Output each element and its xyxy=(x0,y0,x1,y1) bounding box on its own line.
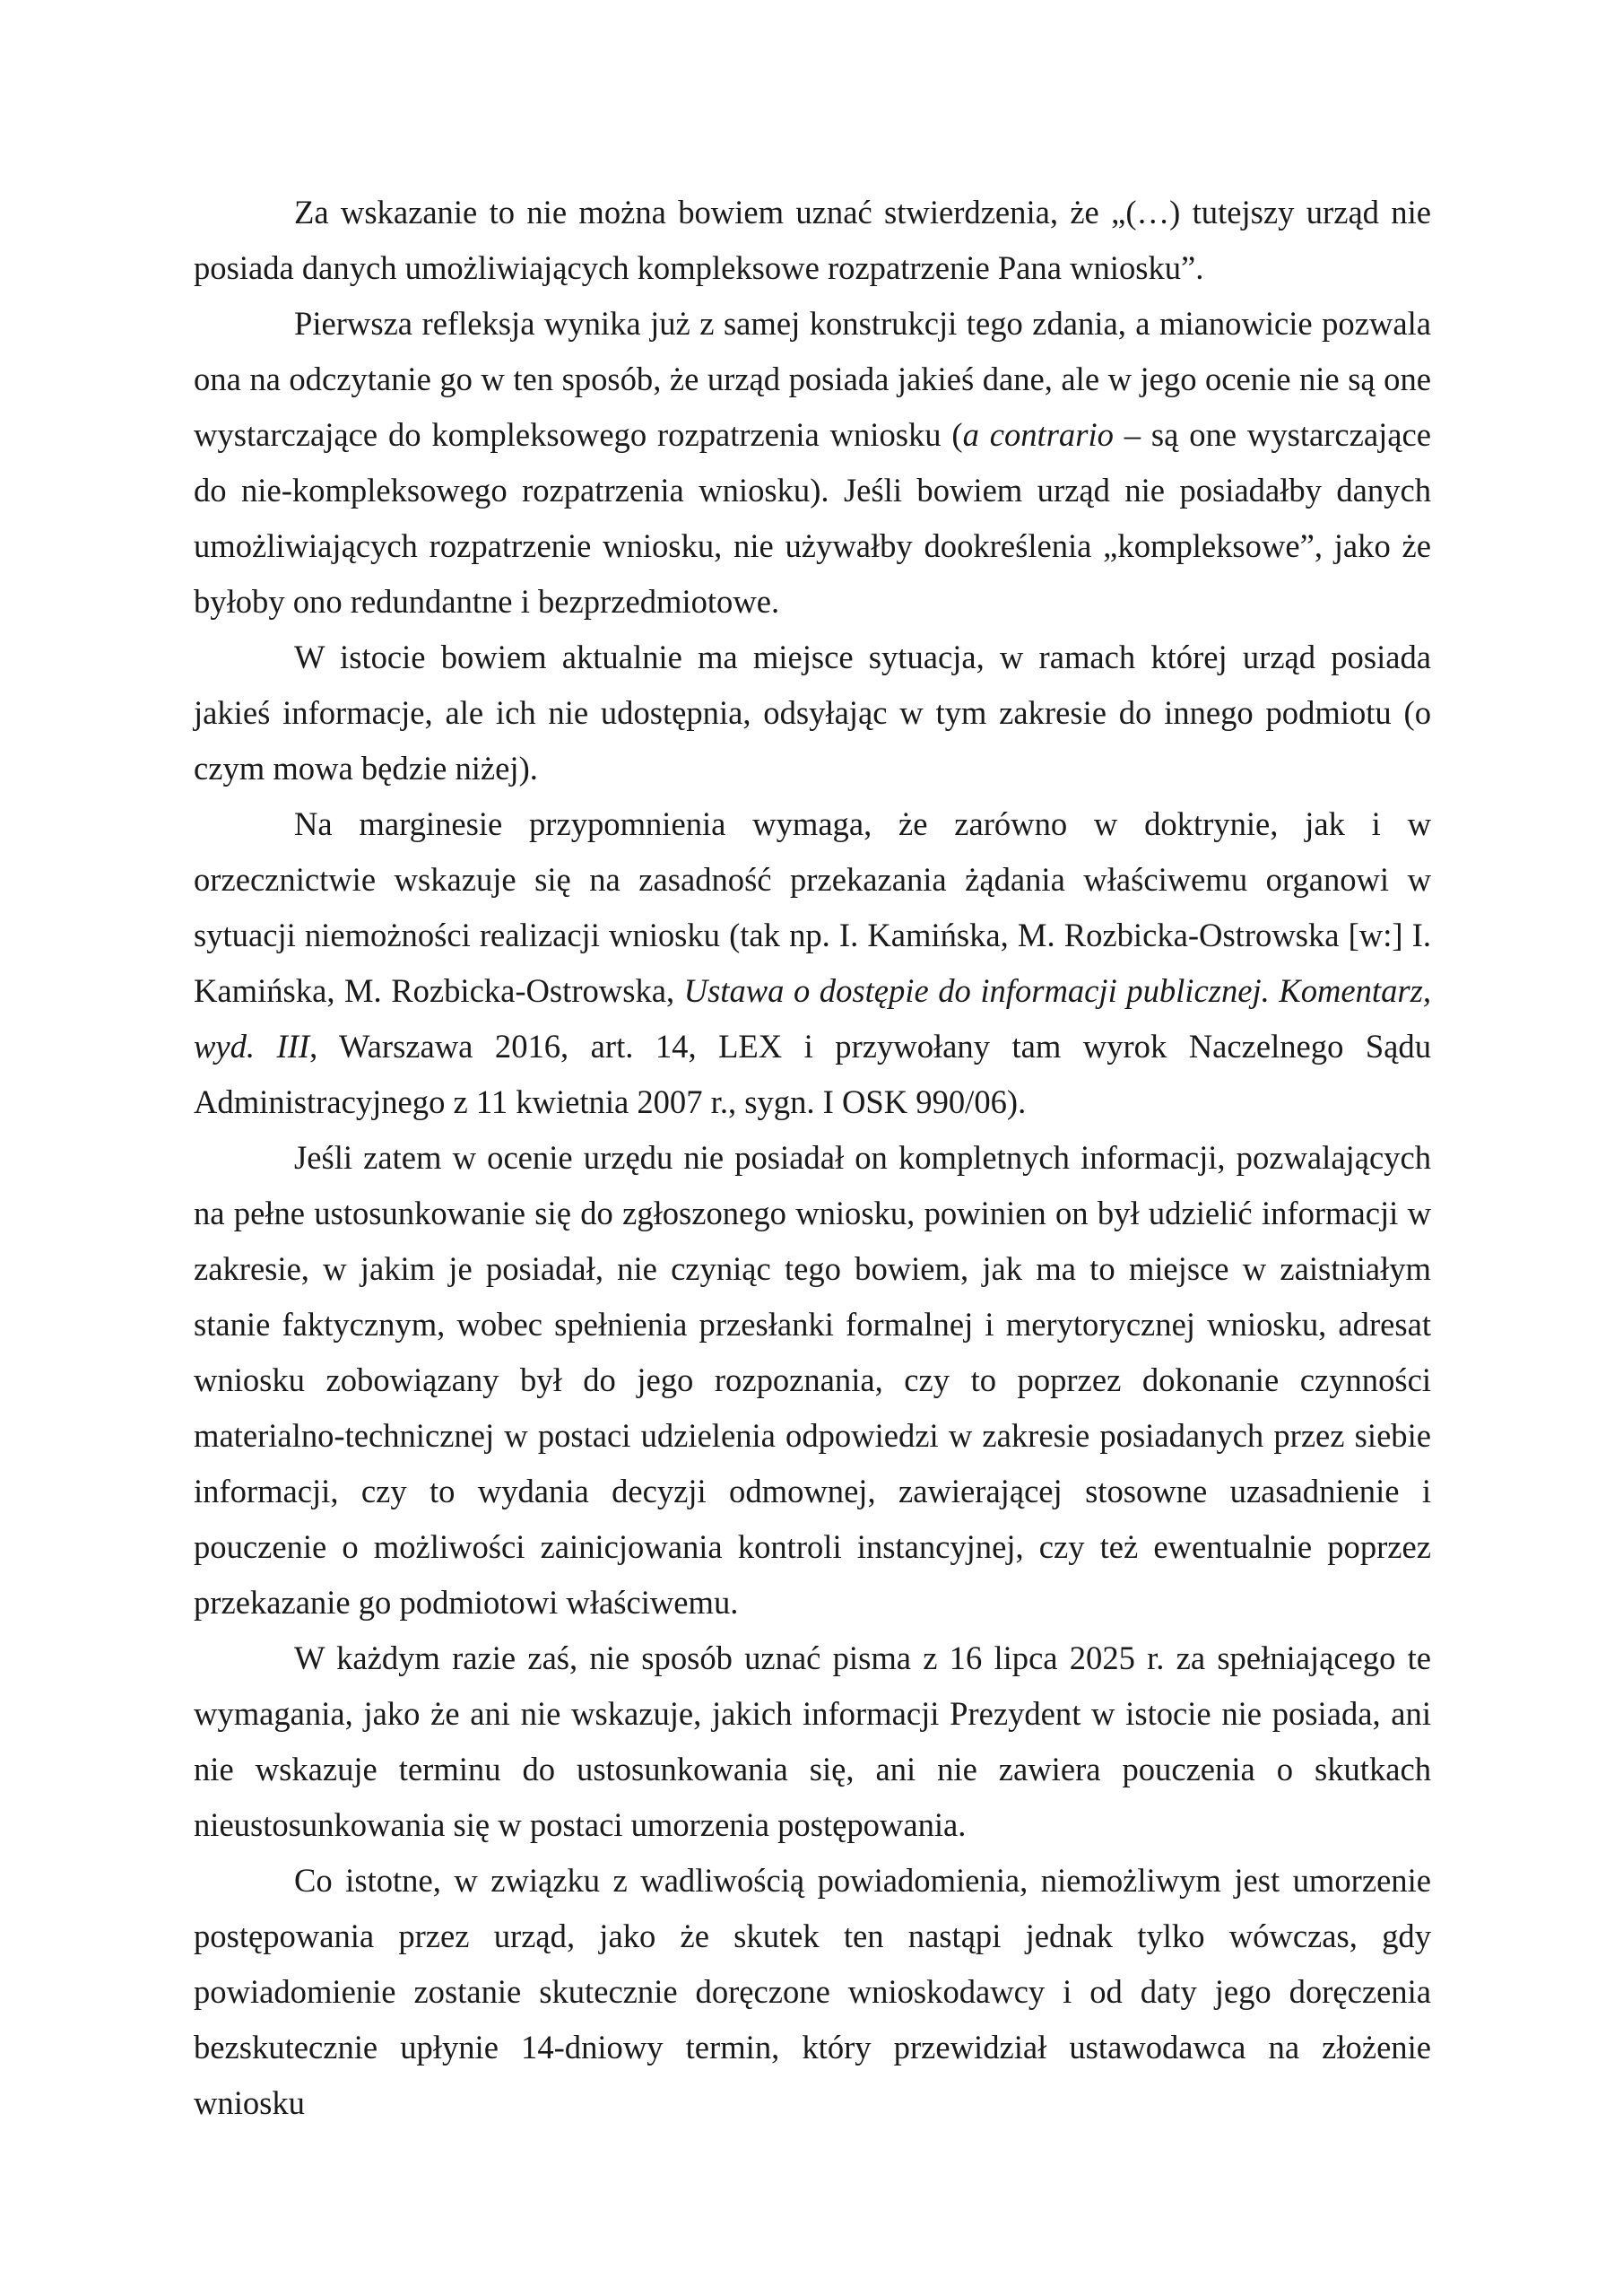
latin-phrase: a contrario xyxy=(962,416,1114,453)
cited-work-title: Ustawa o dostępie do informacji publicznej. Komentarz, wyd. III xyxy=(194,972,1431,1065)
paragraph xyxy=(194,630,1431,796)
paragraph xyxy=(194,296,1431,630)
paragraph xyxy=(194,1853,1431,2131)
paragraph-text: Pierwsza refleksja wynika już z samej konstrukcji tego zdania, a mianowicie pozwala ona na odczytanie go w ten sposób, że urząd posiada jakieś dane, ale w jego ocenie nie są one wystarczające do kompleksowego rozpatrzenia wniosku ( xyxy=(194,305,1431,453)
paragraph xyxy=(194,185,1431,296)
paragraph xyxy=(194,796,1431,1130)
paragraph-text: Jeśli zatem w ocenie urzędu nie posiadał on kompletnych informacji, pozwalających na pełne ustosunkowanie się do zgłoszonego wniosku, powinien on był udzielić informacji w zakresie, w jakim je posiadał, nie czyniąc tego bowiem, jak ma to miejsce w zaistniałym stanie faktycznym, wobec spełnienia przesłanki formalnej i merytorycznej wniosku, adresat wniosku zobowiązany był do jego rozpoznania, czy to poprzez dokonanie czynności materialno-technicznej w postaci udzielenia odpowiedzi w zakresie posiadanych przez siebie informacji, czy to wydania decyzji odmownej, zawierającej stosowne uzasadnienie i pouczenie o możliwości zainicjowania kontroli instancyjnej, czy też ewentualnie poprzez przekazanie go podmiotowi właściwemu. xyxy=(194,1139,1431,1621)
paragraph-text: W każdym razie zaś, nie sposób uznać pisma z 16 lipca 2025 r. za spełniającego te wymagania, jako że ani nie wskazuje, jakich informacji Prezydent w istocie nie posiada, ani nie wskazuje terminu do ustosunkowania się, ani nie zawiera pouczenia o skutkach nieustosunkowania się w postaci umorzenia postępowania. xyxy=(194,1639,1431,1843)
paragraph xyxy=(194,1130,1431,1631)
paragraph-text: Na marginesie przypomnienia wymaga, że zarówno w doktrynie, jak i w orzecznictwie wskazuje się na zasadność przekazania żądania właściwemu organowi w sytuacji niemożności realizacji wniosku (tak np. I. Kamińska, M. Rozbicka-Ostrowska [w:] I. Kamińska, M. Rozbicka-Ostrowska, xyxy=(194,805,1431,1009)
paragraph xyxy=(194,1631,1431,1853)
paragraph-text: Za wskazanie to nie można bowiem uznać stwierdzenia, że „(…) tutejszy urząd nie posiada danych umożliwiających kompleksowe rozpatrzenie Pana wniosku”. xyxy=(194,194,1431,286)
paragraph-text: – są one wystarczające do nie-kompleksowego rozpatrzenia wniosku). Jeśli bowiem urząd nie posiadałby danych umożliwiających rozpatrzenie wniosku, nie używałby dookreślenia „kompleksowe”, jako że byłoby ono redundantne i bezprzedmiotowe. xyxy=(194,416,1432,620)
paragraph-text: Co istotne, w związku z wadliwością powiadomienia, niemożliwym jest umorzenie postępowania przez urząd, jako że skutek ten nastąpi jednak tylko wówczas, gdy powiadomienie zostanie skutecznie doręczone wnioskodawcy i od daty jego doręczenia bezskutecznie upłynie 14-dniowy termin, który przewidział ustawodawca na złożenie wniosku xyxy=(194,1862,1431,2121)
document-body xyxy=(194,185,1431,2131)
paragraph-text: W istocie bowiem aktualnie ma miejsce sytuacja, w ramach której urząd posiada jakieś informacje, ale ich nie udostępnia, odsyłając w tym zakresie do innego podmiotu (o czym mowa będzie niżej). xyxy=(194,639,1431,787)
paragraph-text: , Warszawa 2016, art. 14, LEX i przywołany tam wyrok Naczelnego Sądu Administracyjnego z 11 kwietnia 2007 r., sygn. I OSK 990/06). xyxy=(194,1028,1431,1120)
